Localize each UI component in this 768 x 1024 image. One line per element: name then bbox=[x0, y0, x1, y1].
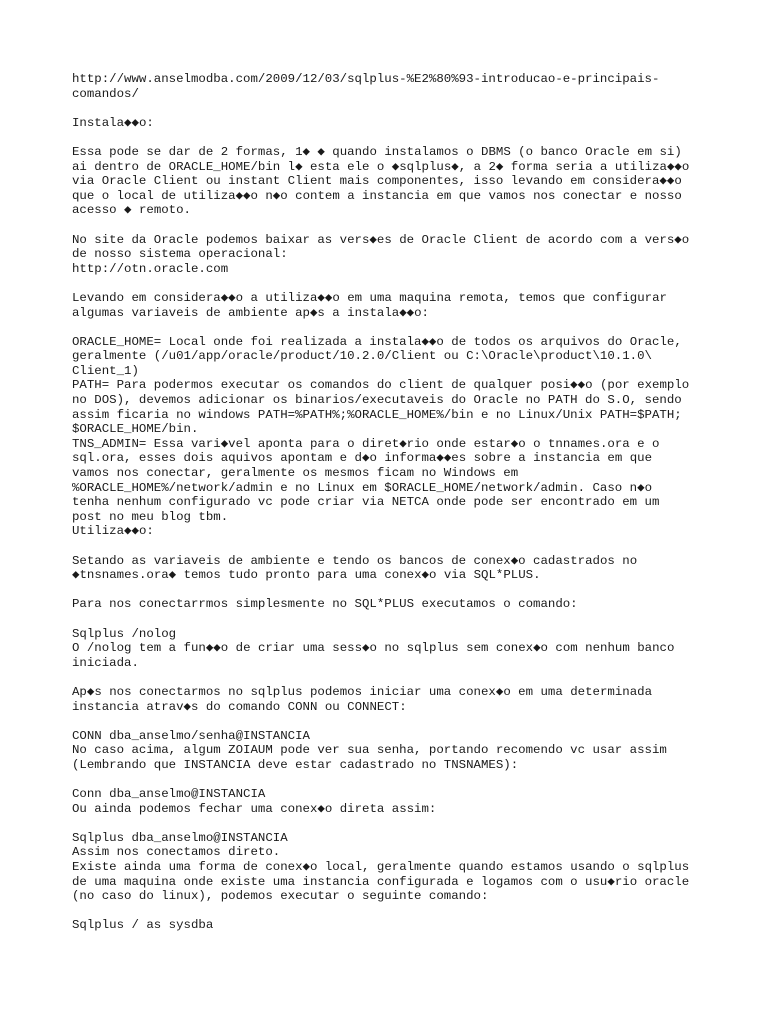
paragraph bbox=[72, 787, 712, 816]
text-line: $ORACLE_HOME/bin. bbox=[72, 422, 199, 437]
text-line: vamos nos conectar, geralmente os mesmos ficam no Windows em bbox=[72, 466, 519, 481]
text-line: Instala◆◆o: bbox=[72, 115, 154, 130]
text-line: TNS_ADMIN= Essa vari◆vel aponta para o diret◆rio onde estar◆o o tnnames.ora e o bbox=[72, 436, 660, 451]
text-line: instancia atrav◆s do comando CONN ou CONNECT: bbox=[72, 699, 407, 714]
text-line: No site da Oracle podemos baixar as vers◆es de Oracle Client de acordo com a vers◆o bbox=[72, 232, 690, 247]
text-line: (no caso do linux), podemos executar o seguinte comando: bbox=[72, 889, 489, 904]
text-line: algumas variaveis de ambiente ap◆s a instala◆◆o: bbox=[72, 305, 429, 320]
text-line: comandos/ bbox=[72, 86, 139, 101]
paragraph bbox=[72, 597, 712, 612]
paragraph bbox=[72, 831, 712, 904]
text-line: assim ficaria no windows PATH=%PATH%;%ORACLE_HOME%/bin e no Linux/Unix PATH=$PATH; bbox=[72, 407, 682, 422]
text-line: via Oracle Client ou instant Client mais componentes, isso levando em considera◆◆o bbox=[72, 174, 682, 189]
text-line: Client_1) bbox=[72, 363, 139, 378]
paragraph bbox=[72, 291, 712, 320]
text-line: (Lembrando que INSTANCIA deve estar cadastrado no TNSNAMES): bbox=[72, 757, 519, 772]
text-line: Essa pode se dar de 2 formas, 1◆ ◆ quando instalamos o DBMS (o banco Oracle em si) bbox=[72, 144, 682, 159]
text-line: iniciada. bbox=[72, 655, 139, 670]
text-line: post no meu blog tbm. bbox=[72, 509, 229, 524]
text-line: No caso acima, algum ZOIAUM pode ver sua senha, portando recomendo vc usar assim bbox=[72, 743, 667, 758]
text-line: Sqlplus dba_anselmo@INSTANCIA bbox=[72, 830, 288, 845]
text-line: Existe ainda uma forma de conex◆o local, geralmente quando estamos usando o sqlplus bbox=[72, 860, 690, 875]
document-body bbox=[72, 72, 712, 948]
text-line: Sqlplus /nolog bbox=[72, 626, 177, 641]
text-line: que o local de utiliza◆◆o n◆o contem a instancia em que vamos nos conectar e nosso bbox=[72, 188, 682, 203]
text-line: de nosso sistema operacional: bbox=[72, 247, 288, 262]
paragraph bbox=[72, 685, 712, 714]
text-line: tenha nenhum configurado vc pode criar via NETCA onde pode ser encontrado em um bbox=[72, 495, 660, 510]
text-line: Setando as variaveis de ambiente e tendo os bancos de conex◆o cadastrados no bbox=[72, 553, 638, 568]
text-line: Ap◆s nos conectarmos no sqlplus podemos iniciar uma conex◆o em uma determinada bbox=[72, 684, 653, 699]
paragraph bbox=[72, 72, 712, 101]
text-line: Conn dba_anselmo@INSTANCIA bbox=[72, 787, 266, 802]
text-line: Levando em considera◆◆o a utiliza◆◆o em uma maquina remota, temos que configurar bbox=[72, 290, 667, 305]
text-line: %ORACLE_HOME%/network/admin e no Linux em $ORACLE_HOME/network/admin. Caso n◆o bbox=[72, 480, 653, 495]
text-line: http://otn.oracle.com bbox=[72, 261, 229, 276]
text-line: Ou ainda podemos fechar uma conex◆o direta assim: bbox=[72, 801, 437, 816]
paragraph bbox=[72, 116, 712, 131]
paragraph bbox=[72, 233, 712, 277]
text-line: geralmente (/u01/app/oracle/product/10.2.0/Client ou C:\Oracle\product\10.1.0\ bbox=[72, 349, 652, 364]
text-line: acesso ◆ remoto. bbox=[72, 203, 191, 218]
text-line: O /nolog tem a fun◆◆o de criar uma sess◆o no sqlplus sem conex◆o com nenhum banco bbox=[72, 641, 675, 656]
text-line: Sqlplus / as sysdba bbox=[72, 918, 214, 933]
text-line: CONN dba_anselmo/senha@INSTANCIA bbox=[72, 728, 310, 743]
paragraph bbox=[72, 145, 712, 218]
text-line: ORACLE_HOME= Local onde foi realizada a instala◆◆o de todos os arquivos do Oracle, bbox=[72, 334, 682, 349]
text-line: no DOS), devemos adicionar os binarios/executaveis do Oracle no PATH do S.O, sendo bbox=[72, 393, 682, 408]
paragraph bbox=[72, 335, 712, 539]
text-line: Utiliza◆◆o: bbox=[72, 524, 154, 539]
text-line: PATH= Para podermos executar os comandos do client de qualquer posi◆◆o (por exemplo bbox=[72, 378, 690, 393]
text-line: de uma maquina onde existe uma instancia configurada e logamos com o usu◆rio oracle bbox=[72, 874, 690, 889]
text-line: sql.ora, esses dois aquivos apontam e d◆o informa◆◆es sobre a instancia em que bbox=[72, 451, 653, 466]
text-line: http://www.anselmodba.com/2009/12/03/sqlplus-%E2%80%93-introducao-e-principais- bbox=[72, 72, 660, 86]
paragraph bbox=[72, 729, 712, 773]
paragraph bbox=[72, 554, 712, 583]
text-line: Assim nos conectamos direto. bbox=[72, 845, 281, 860]
paragraph bbox=[72, 627, 712, 671]
text-line: Para nos conectarrmos simplesmente no SQL*PLUS executamos o comando: bbox=[72, 597, 578, 612]
text-line: ◆tnsnames.ora◆ temos tudo pronto para uma conex◆o via SQL*PLUS. bbox=[72, 568, 541, 583]
paragraph bbox=[72, 918, 712, 933]
text-line: ai dentro de ORACLE_HOME/bin l◆ esta ele o ◆sqlplus◆, a 2◆ forma seria a utiliza◆◆o bbox=[72, 159, 690, 174]
